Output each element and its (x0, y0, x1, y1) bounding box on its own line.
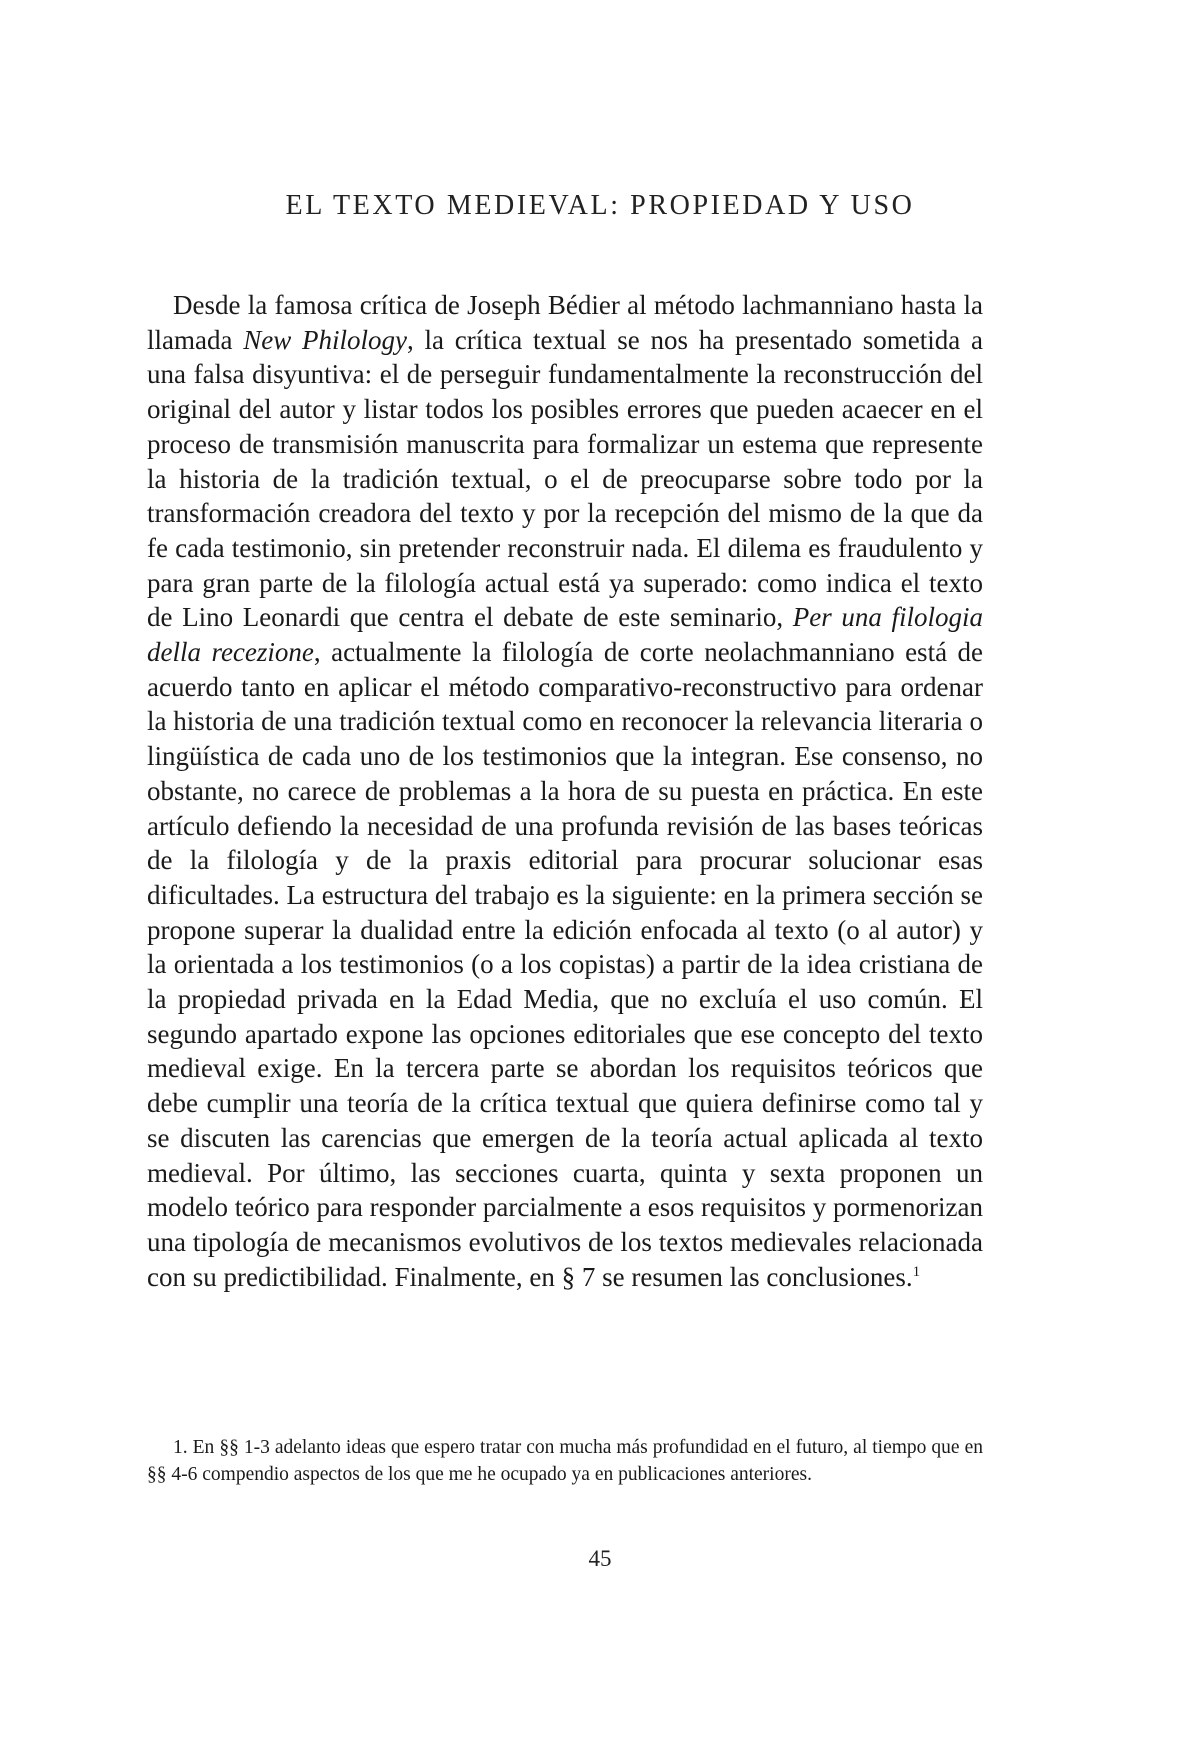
chapter-title: EL TEXTO MEDIEVAL: PROPIEDAD Y USO (285, 190, 915, 221)
footnote-reference[interactable]: 1 (912, 1263, 921, 1280)
body-text-part-2: , la crítica textual se nos ha presentado sometida a una falsa disyuntiva: el de perseguir fundamentalmente la reconstrucción del original del autor y listar todos los posibles errores que pueden acaecer en el proceso de transmisión manuscrita para formalizar un estema que represente la historia de la tradición textual, o el de preocuparse sobre todo por la transformación creadora del texto y por la recepción del mismo de la que da fe cada testimonio, sin pretender reconstruir nada. El dilema es fraudulento y para gran parte de la filología actual está ya superado: como indica el texto de Lino Leonardi que centra el debate de este seminario, (147, 324, 983, 633)
body-text-part-3: , actualmente la filología de corte neolachmanniano está de acuerdo tanto en aplicar el método comparativo-reconstructivo para ordenar la historia de una tradición textual como en reconocer la relevancia literaria o lingüística de cada uno de los testimonios que la integran. Ese consenso, no obstante, no carece de problemas a la hora de su puesta en práctica. En este artículo defiendo la necesidad de una profunda revisión de las bases teóricas de la filología y de la praxis editorial para procurar solucionar esas dificultades. La estructura del trabajo es la siguiente: en la primera sección se propone superar la dualidad entre la edición enfocada al texto (o al autor) y la orientada a los testimonios (o a los copistas) a partir de la idea cristiana de la propiedad privada en la Edad Media, que no excluía el uso común. El segundo apartado expone las opciones editoriales que ese concepto del texto medieval exige. En la tercera parte se abordan los requisitos teóricos que debe cumplir una teoría de la crítica textual que quiera definirse como tal y se discuten las carencias que emergen de la teoría actual aplicada al texto medieval. Por último, las secciones cuarta, quinta y sexta proponen un modelo teórico para responder parcialmente a esos requisitos y pormenorizan una tipología de mecanismos evolutivos de los textos medievales relacionada con su predictibilidad. Finalmente, en § 7 se resumen las conclusiones. (147, 637, 983, 1292)
body-paragraph (147, 288, 983, 1294)
body-italic-new-philology: New Philology (243, 324, 407, 355)
body-text-part-1: Desde la famosa crítica de Joseph Bédier al método lachmanniano hasta la llamada (147, 290, 983, 355)
body-italic-per-una-filologia: Per una filologia della recezione (147, 602, 983, 668)
page-number: 45 (588, 1546, 612, 1571)
footnote: 1. En §§ 1-3 adelanto ideas que espero tratar con mucha más profundidad en el futuro, al tiempo que en §§ 4-6 compendio aspectos de los que me he ocupado ya en publicaciones anteriores. (147, 1437, 983, 1485)
